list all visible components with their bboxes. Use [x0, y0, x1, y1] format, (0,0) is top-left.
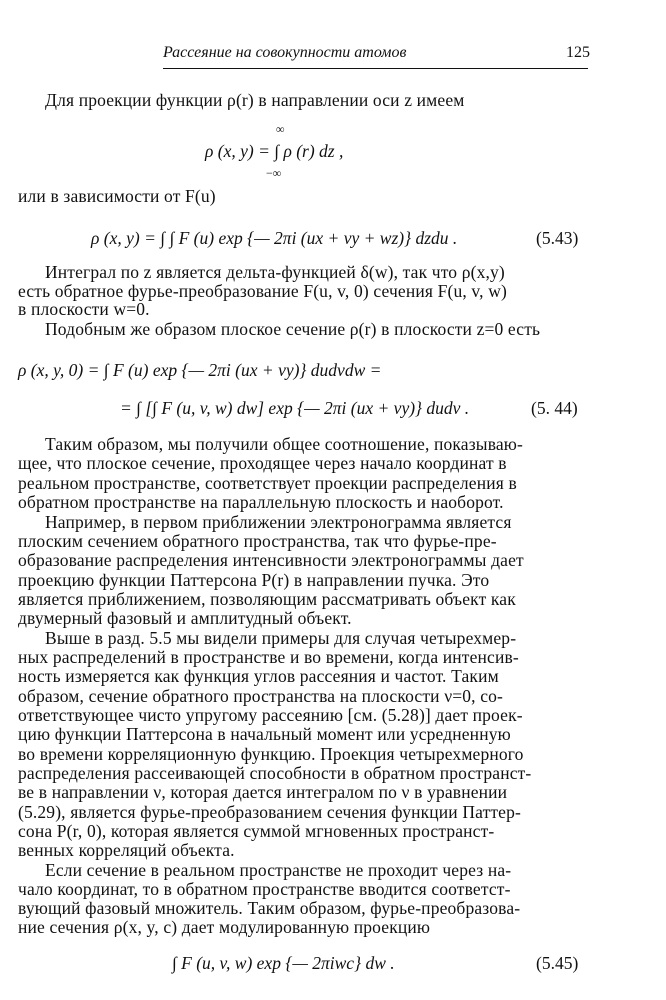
- text-line: Подобным же образом плоское сечение ρ(r) в плоскости z=0 есть: [45, 319, 541, 339]
- text-line: образом, сечение обратного пространства на плоскости ν=0, со-: [18, 686, 504, 706]
- text-line: Выше в разд. 5.5 мы видели примеры для случая четырехмер-: [45, 628, 517, 648]
- text-line: чало координат, то в обратном пространстве вводится соответст-: [18, 879, 511, 899]
- text-line: цию функции Паттерсона в начальный момент или усредненную: [18, 724, 511, 744]
- text-line: Интеграл по z является дельта-функцией δ(w), так что ρ(x,y): [45, 262, 505, 282]
- text-line: венных корреляций объекта.: [18, 840, 235, 860]
- text-line: проекцию функции Паттерсона P(r) в направлении пучка. Это: [18, 570, 490, 590]
- text-line: плоским сечением обратного пространства, так что фурье-пре-: [18, 531, 497, 551]
- text-line: распределения рассеивающей способности в обратном пространст-: [18, 763, 532, 783]
- integral-lower-limit: −∞: [266, 166, 282, 180]
- equation-number: (5.43): [536, 228, 579, 248]
- equation-5-44-line2: = ∫ [∫ F (u, v, w) dw] exp {— 2πi (ux + vy)} dudv .: [120, 398, 470, 418]
- text-line: есть обратное фурье-преобразование F(u, v, 0) сечения F(u, v, w): [18, 281, 507, 301]
- header-rule: [163, 68, 588, 69]
- text-line: щее, что плоское сечение, проходящее через начало координат в: [18, 453, 507, 473]
- equation-number: (5. 44): [531, 398, 578, 418]
- integral-upper-limit: ∞: [276, 122, 285, 136]
- text-line: ответствующее чисто упругому рассеянию [см. (5.28)] дает проек-: [18, 705, 523, 725]
- equation-number: (5.45): [536, 953, 579, 973]
- text-line: (5.29), является фурье-преобразованием сечения функции Паттер-: [18, 802, 521, 822]
- text-line: Таким образом, мы получили общее соотношение, показываю-: [45, 434, 523, 454]
- text-line: Если сечение в реальном пространстве не проходит через на-: [45, 860, 512, 880]
- text-line: является приближением, позволяющим рассматривать объект как: [18, 589, 516, 609]
- page-number: 125: [566, 44, 590, 61]
- text-line: реальном пространстве, соответствует проекции распределения в: [18, 473, 517, 493]
- text-line: в плоскости w=0.: [18, 299, 150, 319]
- running-header-title: Рассеяние на совокупности атомов: [163, 44, 407, 61]
- equation-5-44-line1: ρ (x, y, 0) = ∫ F (u) exp {— 2πi (ux + vy)} dudvdw =: [18, 360, 382, 380]
- equation-projection: ρ (x, y) = ∫ ρ (r) dz ,: [205, 141, 344, 161]
- text-line: обратном пространстве на параллельную плоскость и наоборот.: [18, 492, 504, 512]
- text-line: ве в направлении ν, которая дается интегралом по ν в уравнении: [18, 782, 508, 802]
- text-line: ность измеряется как функция углов рассеяния и частот. Таким: [18, 666, 499, 686]
- text-line: ных распределений в пространстве и во времени, когда интенсив-: [18, 647, 519, 667]
- equation-5-45: ∫ F (u, v, w) exp {— 2πiwc} dw .: [172, 953, 395, 973]
- text-line: сона P(r, 0), которая является суммой мгновенных пространст-: [18, 821, 495, 841]
- text-line: Для проекции функции ρ(r) в направлении оси z имеем: [45, 90, 465, 110]
- text-line: ние сечения ρ(x, y, c) дает модулированную проекцию: [18, 917, 431, 937]
- equation-5-43: ρ (x, y) = ∫ ∫ F (u) exp {— 2πi (ux + vy + wz)} dzdu .: [91, 228, 458, 248]
- text-line: Например, в первом приближении электронограмма является: [45, 512, 512, 532]
- text-line: двумерный фазовый и амплитудный объект.: [18, 608, 352, 628]
- text-line: во времени корреляционную функцию. Проекция четырехмерного: [18, 744, 524, 764]
- text-line: образование распределения интенсивности электронограммы дает: [18, 550, 524, 570]
- text-line: или в зависимости от F(u): [18, 186, 216, 206]
- text-line: вующий фазовый множитель. Таким образом, фурье-преобразова-: [18, 898, 521, 918]
